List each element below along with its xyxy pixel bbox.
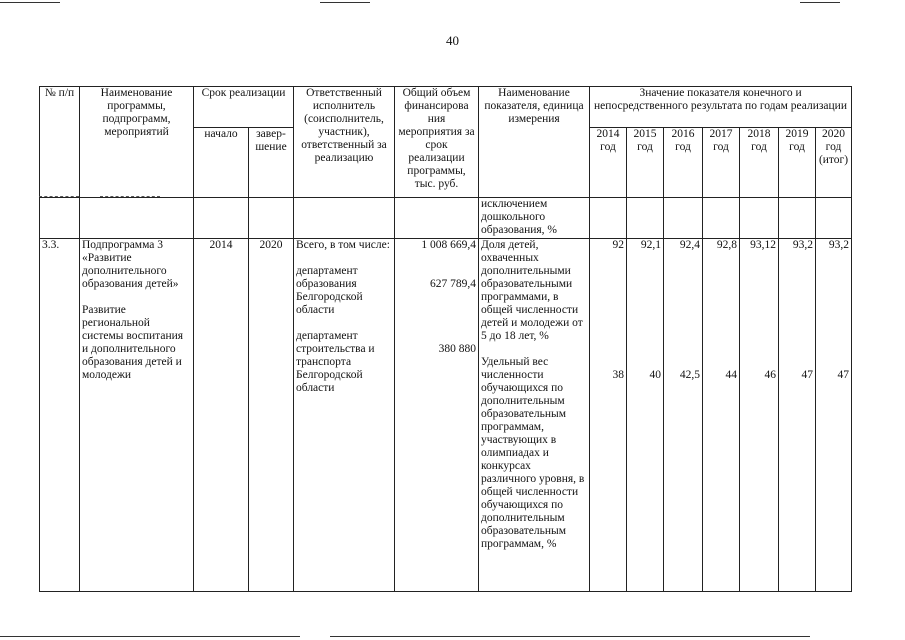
header-num: № п/п xyxy=(40,87,80,198)
table-row xyxy=(40,239,852,592)
top-rule-mid xyxy=(320,2,370,3)
continuation-indicator: исключением дошкольного образования, % xyxy=(479,198,590,239)
row-name-cell xyxy=(80,239,194,592)
fund-education: 627 789,4 xyxy=(430,278,476,290)
header-year: 2017 год xyxy=(703,128,740,198)
bottom-rule-left xyxy=(0,636,300,637)
row-num: 3.3. xyxy=(40,239,80,592)
continuation-row xyxy=(40,198,852,239)
value-2014: 92 38 xyxy=(590,239,627,592)
program-table xyxy=(39,86,852,592)
page-break-dash xyxy=(39,196,79,197)
value-2016: 92,4 42,5 xyxy=(664,239,703,592)
indicator-2: Удельный вес численности обучающихся по дополнительным образовательным программам, участвующих в олимпиадах и конкурсах различного уровня, в общей численности обучающихся по дополнительным образовательным программам, % xyxy=(481,356,585,550)
header-year: 2015 год xyxy=(627,128,664,198)
row-responsible-cell xyxy=(294,239,395,592)
fund-construction: 380 880 xyxy=(438,343,476,355)
activity-name: Развитие региональной системы воспитания и дополнительного образования детей и молодежи xyxy=(82,304,184,381)
value-2017: 92,8 44 xyxy=(703,239,740,592)
header-year: 2020 год (итог) xyxy=(816,128,852,198)
top-rule-right xyxy=(800,2,840,3)
value-2019: 93,2 47 xyxy=(779,239,816,592)
subprogram-name: Подпрограмма 3 «Развитие дополнительного образования детей» xyxy=(82,239,179,290)
row-start: 2014 xyxy=(194,239,249,592)
row-funding-cell xyxy=(395,239,479,592)
page-number: 40 xyxy=(446,33,459,48)
header-period: Срок реализации xyxy=(194,87,294,128)
value-2020: 93,2 47 xyxy=(816,239,852,592)
fund-total: 1 008 669,4 xyxy=(421,239,476,251)
header-year: 2016 год xyxy=(664,128,703,198)
header-indicator: Наименование показателя, единица измерения xyxy=(479,87,590,198)
row-end: 2020 xyxy=(249,239,294,592)
resp-education: департамент образования Белгородской области xyxy=(296,265,363,316)
header-responsible: Ответственный исполнитель (соисполнитель, участник), ответственный за реализацию xyxy=(294,87,395,198)
resp-construction: департамент строительства и транспорта Белгородской области xyxy=(296,330,375,394)
header-year: 2014 год xyxy=(590,128,627,198)
header-end: завер-шение xyxy=(249,128,294,198)
header-name: Наименование программы, подпрограмм, мероприятий xyxy=(80,87,194,198)
bottom-rule-right xyxy=(330,636,810,637)
header-row-1 xyxy=(40,87,852,128)
header-values-title: Значение показателя конечного и непосредственного результата по годам реализации xyxy=(590,87,852,128)
value-2018: 93,12 46 xyxy=(740,239,779,592)
header-start: начало xyxy=(194,128,249,198)
value-2015: 92,1 40 xyxy=(627,239,664,592)
row-indicator-cell xyxy=(479,239,590,592)
header-year: 2018 год xyxy=(740,128,779,198)
header-funding: Общий объем финансирова ния мероприятия за срок реализации программы, тыс. руб. xyxy=(395,87,479,198)
header-year: 2019 год xyxy=(779,128,816,198)
indicator-1: Доля детей, охваченных дополнительными образовательными программами, в общей численности детей и молодежи от 5 до 18 лет, % xyxy=(481,239,583,342)
page-break-dash xyxy=(100,196,160,197)
top-rule-left xyxy=(0,2,60,3)
resp-total: Всего, в том числе: xyxy=(296,239,390,251)
